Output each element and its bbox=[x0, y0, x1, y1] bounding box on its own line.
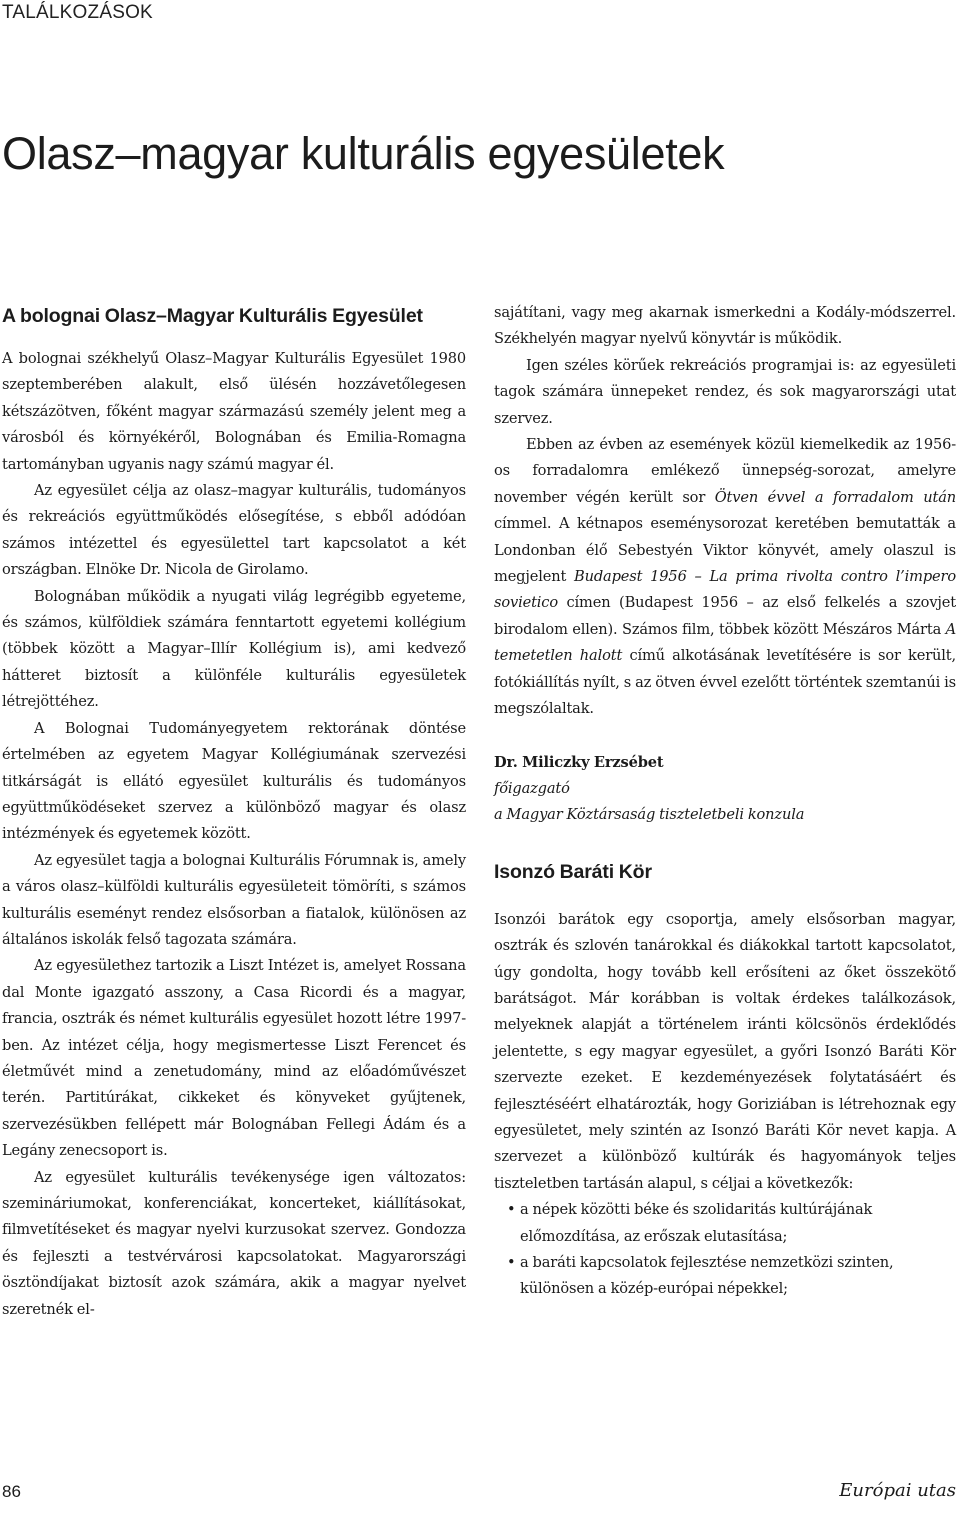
page-title: Olasz–magyar kulturális egyesületek bbox=[2, 128, 725, 179]
list-item bbox=[507, 1197, 956, 1250]
section-label: TALÁLKOZÁSOK bbox=[2, 2, 153, 23]
signature-block bbox=[494, 750, 956, 829]
events-italic-1: Ötven évvel a forradalom után bbox=[714, 488, 956, 506]
events-text-1: Ebben az évben az események közül kiemelkedik az 1956-os forradalomra emlékező ünnepség-sorozat, amelyre november végén került sor bbox=[494, 436, 956, 506]
signature-role: főigazgató bbox=[494, 779, 570, 797]
goals-list bbox=[494, 1197, 956, 1303]
page-number: 86 bbox=[2, 1482, 21, 1501]
events-italic-2: Budapest 1956 – La prima rivolta contro l’impero sovietico bbox=[494, 568, 956, 612]
article-paragraph: A Bolognai Tudományegyetem rektorának döntése értelmében az egyetem Magyar Kollégiumának szervezési titkárságát is ellátó egyesület kulturális és tudományos együttműködéseket szervez a különböző magyar és olasz intézmények és egyetemek között. bbox=[2, 719, 466, 843]
article-paragraph: Az egyesület célja az olasz–magyar kulturális, tudományos és rekreációs együttműködés elősegítése, s ebből adódóan számos intézettel és egyesülettel tart kapcsolatot a két országban. Elnöke Dr. Nicola de Girolamo. bbox=[2, 482, 466, 579]
article-paragraph: Isonzói barátok egy csoportja, amely elsősorban magyar, osztrák és szlovén tanárokkal és diákokkal tartott kapcsolatot, úgy gondolta, hogy tovább kell erősíteni az őket összekötő barátságot. Már korábban is voltak érdekes találkozások, melyeknek alapját a történelem iránti kölcsönös érdeklődés jelentette, s egy magyar egyesület, a győri Isonzó Baráti Kör szervezte ezeket. E kezdeményezések folytatásáért és fejlesztéséért elhatározták, hogy Goriziában is létrehoznak egy egyesületet, mely szintén az Isonzó Baráti Kör nevet kapja. A szervezet a különböző kultúrák és hagyományok teljes tiszteletben tartásán alapul, s céljai a következők: bbox=[494, 910, 956, 1192]
article-paragraph-events bbox=[494, 432, 956, 722]
article-heading-isonzo: Isonzó Baráti Kör bbox=[494, 860, 652, 883]
signature-org: a Magyar Köztársaság tiszteletbeli konzula bbox=[494, 806, 805, 824]
events-text-4: című alkotásának levetítésére is sor került, fotókiállítás nyílt, s az ötven évvel ezelőtt történtek szemtanúi is megszólaltak. bbox=[494, 647, 957, 718]
right-column bbox=[494, 300, 956, 1303]
events-italic-3: A temetetlen halott bbox=[494, 620, 956, 665]
events-text-2: címmel. A kétnapos eseménysorozat keretében bemutatták a Londonban élő Sebestyén Viktor könyvét, amely olaszul is megjelent bbox=[494, 515, 956, 586]
bullet-icon: • bbox=[507, 1201, 516, 1219]
events-text-3: címen (Budapest 1956 – az első felkelés a szovjet birodalom ellen). Számos film, többek között Mészáros Márta bbox=[494, 594, 956, 638]
article-paragraph: Az egyesület kulturális tevékenysége igen változatos: szemináriumokat, konferenciákat, koncerteket, kiállításokat, filmvetítéseket és magyar nyelvi kurzusokat szervez. Gondozza és fejleszti a testvérvárosi kapcsolatokat. Magyarországi ösztöndíjakat biztosít azok számára, akik a magyar nyelvet szeretnék el- bbox=[2, 1168, 466, 1318]
article-paragraph: A bolognai székhelyű Olasz–Magyar Kulturális Egyesület 1980 szeptemberében alakult, első ülésén hozzávetőlegesen kétszázötven, főként magyar származású személy jelent meg a városból és környékéről, Bolognában és Emilia-Romagna tartományban ugyanis nagy számú magyar él. bbox=[2, 350, 466, 473]
list-item-text: a népek közötti béke és szolidaritás kultúrájának előmozdítása, az erőszak elutasítása; bbox=[520, 1201, 873, 1245]
article-paragraph: Igen széles körűek rekreációs programjai is: az egyesületi tagok számára ünnepeket rendez, és sok magyarországi utat szervez. bbox=[494, 356, 956, 427]
article-paragraph-continuation: sajátítani, vagy meg akarnak ismerkedni a Kodály-módszerrel. Székhelyén magyar nyelvű könyvtár is működik. bbox=[494, 304, 956, 348]
article-paragraph: Az egyesülethez tartozik a Liszt Intézet is, amelyet Rossana dal Monte igazgató asszony, a Casa Ricordi és a magyar, francia, osztrák és német kulturális egyesület hozott létre 1997-ben. Az intézet célja, hogy megismertesse Liszt Ferencet és életművét mind a zenetudomány, mind az előadóművészet terén. Partitúrákat, cikkeket és könyveket gyűjtenek, szervezésükben fellépett már Bolognában Fellegi Ádám és a Legány zenecsoport is. bbox=[2, 957, 466, 1160]
list-item-text: a baráti kapcsolatok fejlesztése nemzetközi szinten, különösen a közép-európai népekkel; bbox=[520, 1254, 894, 1298]
signature-name: Dr. Miliczky Erzsébet bbox=[494, 753, 664, 771]
list-item bbox=[507, 1250, 956, 1303]
magazine-name: Európai utas bbox=[839, 1480, 956, 1501]
bullet-icon: • bbox=[507, 1254, 516, 1271]
article-paragraph: Bolognában működik a nyugati világ legrégibb egyeteme, és számos, külföldiek számára fenntartott egyetemi kollégium (többek között a Magyar–Illír Kollégium is), ami kedvező hátteret biztosít a különféle kulturális egyesületek létrejöttéhez. bbox=[2, 587, 466, 711]
left-column bbox=[2, 300, 466, 1323]
article-paragraph: Az egyesület tagja a bolognai Kulturális Fórumnak is, amely a város olasz–külföldi kulturális egyesületeit tömöríti, s számos kulturális eseményt rendez elsősorban a fiatalok, különösen az általános iskolák felső tagozata számára. bbox=[2, 851, 466, 948]
article-heading-bologna: A bolognai Olasz–Magyar Kulturális Egyesület bbox=[2, 305, 423, 327]
